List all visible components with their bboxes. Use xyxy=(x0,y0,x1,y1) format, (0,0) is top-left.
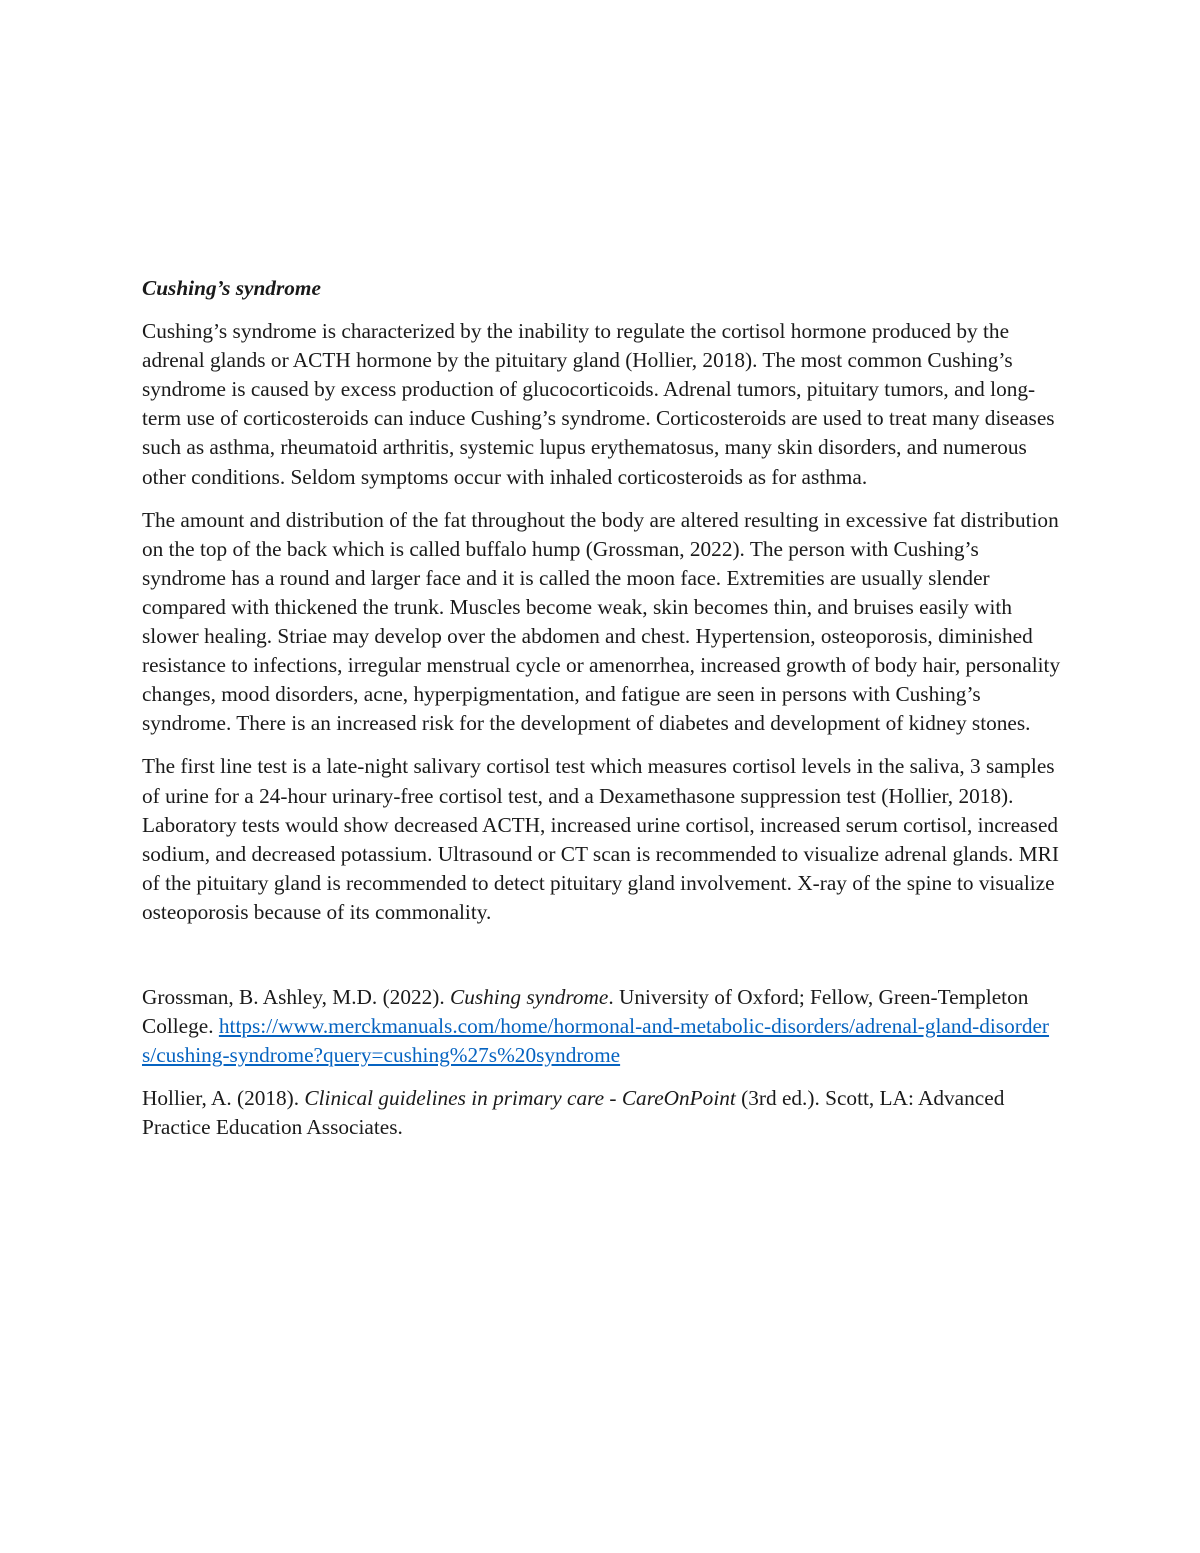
reference-title-text: Cushing syndrome xyxy=(450,984,609,1009)
reference-author-text: Hollier, A. (2018). xyxy=(142,1086,305,1111)
document-title: Cushing’s syndrome xyxy=(142,276,321,300)
section-spacer xyxy=(142,941,1062,983)
reference-publisher-text: (3rd ed.). Scott, LA: Advanced Practice Education Associates. xyxy=(142,1086,1005,1140)
reference-grossman xyxy=(142,983,1062,1070)
reference-link[interactable]: https://www.merckmanuals.com/home/hormonal-and-metabolic-disorders/adrenal-gland-disorders/cushing-syndrome?query=cushing%27s%20syndrome xyxy=(142,1014,1050,1068)
document-body xyxy=(142,274,1062,1156)
paragraph-symptoms: The amount and distribution of the fat throughout the body are altered resulting in excessive fat distribution on the top of the back which is called buffalo hump (Grossman, 2022). The person with Cushing’s syndrome has a round and larger face and it is called the moon face. Extremities are usually slender compared with thickened the trunk. Muscles become weak, skin becomes thin, and bruises easily with slower healing. Striae may develop over the abdomen and chest. Hypertension, osteoporosis, diminished resistance to infections, irregular menstrual cycle or amenorrhea, increased growth of body hair, personality changes, mood disorders, acne, hyperpigmentation, and fatigue are seen in persons with Cushing’s syndrome. There is an increased risk for the development of diabetes and development of kidney stones. xyxy=(142,507,1061,736)
reference-publisher-text: . University of Oxford; Fellow, Green-Templeton College. xyxy=(142,984,1029,1039)
paragraph-diagnosis: The first line test is a late-night salivary cortisol test which measures cortisol levels in the saliva, 3 samples of urine for a 24-hour urinary-free cortisol test, and a Dexamethasone suppression test (Hollier, 2018). Laboratory tests would show decreased ACTH, increased urine cortisol, increased serum cortisol, increased sodium, and decreased potassium. Ultrasound or CT scan is recommended to visualize adrenal glands. MRI of the pituitary gland is recommended to detect pituitary gland involvement. X-ray of the spine to visualize osteoporosis because of its commonality. xyxy=(142,754,1059,924)
reference-author-text: Grossman, B. Ashley, M.D. (2022). xyxy=(142,984,451,1009)
reference-title-text: Clinical guidelines in primary care - CareOnPoint xyxy=(304,1086,736,1111)
reference-hollier xyxy=(142,1084,1062,1142)
paragraph-overview: Cushing’s syndrome is characterized by the inability to regulate the cortisol hormone produced by the adrenal glands or ACTH hormone by the pituitary gland (Hollier, 2018). The most common Cushing’s syndrome is caused by excess production of glucocorticoids. Adrenal tumors, pituitary tumors, and long-term use of corticosteroids can induce Cushing’s syndrome. Corticosteroids are used to treat many diseases such as asthma, rheumatoid arthritis, systemic lupus erythematosus, many skin disorders, and numerous other conditions. Seldom symptoms occur with inhaled corticosteroids as for asthma. xyxy=(142,319,1055,489)
